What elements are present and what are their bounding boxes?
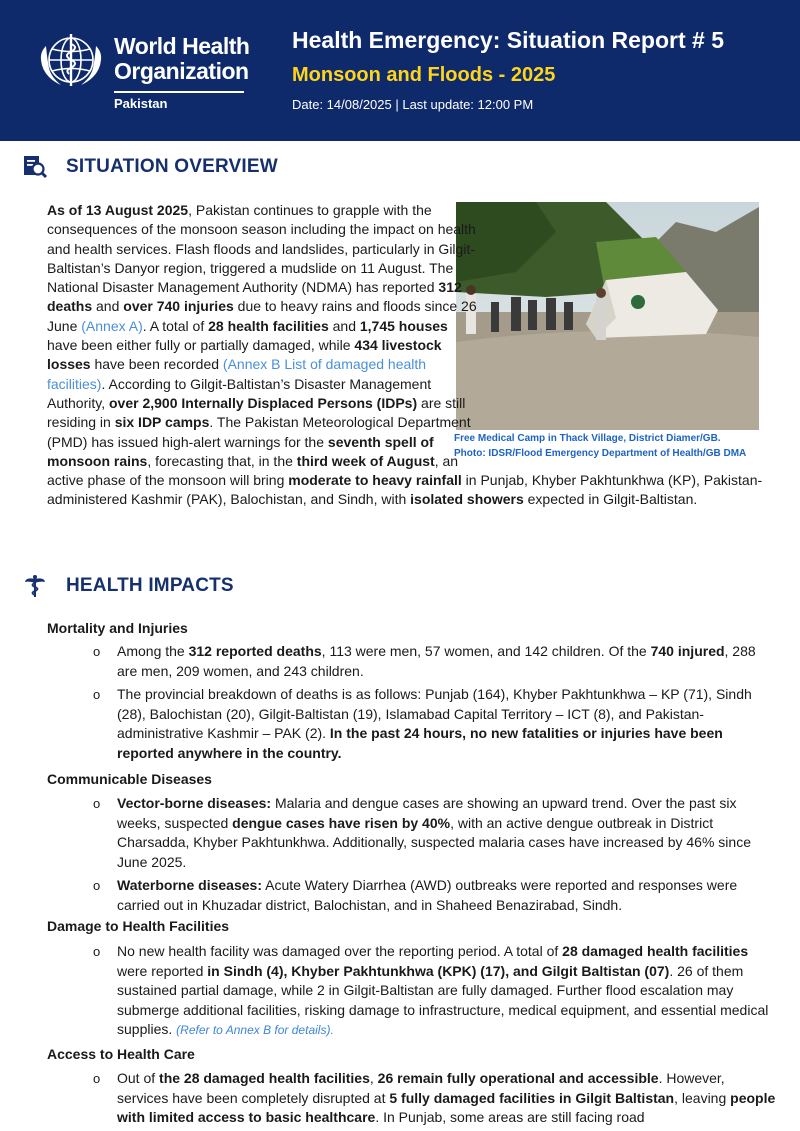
bullet-text: . In Punjab, some areas are still facing road [375,1109,645,1125]
org-country: Pakistan [114,96,168,111]
bullet-bold: dengue cases have risen by 40% [232,814,451,831]
bullet-bold: Waterborne diseases: [117,877,262,893]
mortality-list [117,642,777,767]
overview-injuries: over 740 injuries [123,298,234,315]
list-item [117,1069,777,1128]
overview-title: SITUATION OVERVIEW [66,156,278,177]
overview-text: , an active phase of the monsoon will bring [47,452,459,489]
bullet-text: were reported [117,962,208,979]
org-name [114,34,249,84]
overview-text: and [92,298,124,315]
bullet-text: , 288 are men, 209 women, and 243 children. [117,643,756,679]
bullet-text: Acute Watery Diarrhea (AWD) outbreaks were reported and responses were carried out in Khuzadar district, Balochistan, and in Shaheed Benazirabad, Sindh. [117,877,738,913]
document-search-icon [22,154,48,180]
overview-third-week: third week of August [296,452,435,469]
overview-text: expected in Gilgit-Baltistan. [523,491,698,508]
overview-houses: 1,745 houses [359,317,448,334]
communicable-list [117,794,777,919]
bullet-bold: Vector-borne diseases: [117,795,272,811]
annex-b-link[interactable]: (Annex B List of damaged health facilities) [47,356,427,392]
overview-livestock: 434 livestock losses [47,337,442,373]
bullet-text: Among the [117,643,189,659]
report-date: Date: 14/08/2025 | Last update: 12:00 PM [292,97,534,112]
bullet-text: The provincial breakdown of deaths is as follows: Punjab (164), Khyber Pakhtunkhwa – KP (71), Sindh (28), Balochistan (20), Gilgit-Baltistan (19), Islamabad Capital Territory – ICT (8), and Pakistan-administrative Kashmir – PAK (2). [117,686,752,741]
damage-heading: Damage to Health Facilities [47,918,230,934]
overview-isolated-showers: isolated showers [410,491,524,508]
overview-text: are still residing in [47,394,466,431]
bullet-text: , leaving [674,1089,731,1106]
bullet-bold: 26 remain fully operational and accessible [377,1070,659,1086]
bullet-bold: In the past 24 hours, no new fatalities or injuries have been reported anywhere in the country. [117,725,723,761]
overview-rainfall: moderate to heavy rainfall [288,472,462,489]
list-item [117,794,777,872]
report-header [0,0,800,141]
overview-text: due to heavy rains and floods since 26 June [47,298,477,334]
overview-idps: over 2,900 Internally Displaced Persons (IDPs) [109,394,418,411]
overview-text: . The Pakistan Meteorological Department (PMD) has issued high-alert warnings for the [47,414,471,450]
bullet-bold: people with limited access to basic healthcare [117,1089,776,1125]
bullet-bold: the 28 damaged health facilities [159,1070,370,1086]
impacts-section-header [22,573,234,599]
annex-a-link[interactable]: (Annex A) [81,317,143,334]
overview-text: have been either fully or partially damaged, while [47,337,355,354]
list-item [117,942,777,1041]
access-list [117,1069,777,1131]
communicable-heading: Communicable Diseases [47,771,212,787]
bullet-text: Out of [117,1070,160,1086]
overview-deaths: 312 deaths [47,279,462,315]
overview-text: have been recorded [90,356,223,373]
bullet-bold: in Sindh (4), Khyber Pakhtunkhwa (KPK) (17), and Gilgit Baltistan (07) [207,962,670,979]
bullet-text: , with an active dengue outbreak in District Charsadda, Khyber Pakhtunkhwa. Additionally, suspected malaria cases have increased by 46% since June 2025. [117,814,751,870]
bullet-bold: 5 fully damaged facilities in Gilgit Baltistan [389,1089,675,1106]
caduceus-icon [22,573,48,599]
list-item [117,685,777,763]
bullet-text: , [369,1070,378,1086]
bullet-bold: 28 damaged health facilities [562,943,749,959]
org-name-line2: Organization [114,58,249,84]
overview-text: . According to Gilgit-Baltistan’s Disaster Management Authority, [47,375,432,411]
overview-idp-camps: six IDP camps [114,414,210,431]
bullet-text: No new health facility was damaged over the reporting period. A total of [117,943,563,959]
logo-divider [114,91,244,93]
bullet-text: . However, services have been completely disrupted at [117,1070,725,1106]
bullet-text: Malaria and dengue cases are showing an upward trend. Over the past six weeks, suspected [117,795,737,831]
org-name-line1: World Health [114,33,250,59]
overview-health-facilities: 28 health facilities [208,317,329,334]
overview-monsoon-spell: seventh spell of monsoon rains [47,433,434,469]
bullet-text: , 113 were men, 57 women, and 142 children. Of the [321,643,651,659]
who-emblem-icon [34,26,108,94]
overview-text: and [328,317,360,334]
overview-section-header [22,154,278,180]
report-subtitle: Monsoon and Floods - 2025 [292,64,556,86]
impacts-title: HEALTH IMPACTS [66,575,234,596]
overview-text: , forecasting that, in the [147,452,297,469]
bullet-text: . 26 of them sustained partial damage, while 2 in Gilgit-Baltistan are fully damaged. Further flood escalation may submerge additional facilities, risking damage to infrastructure, medical equipment, and essential medical supplies. [117,962,769,1037]
list-item [117,876,777,915]
annex-b-reference-link[interactable]: (Refer to Annex B for details). [176,1023,334,1037]
mortality-heading: Mortality and Injuries [47,620,188,636]
photo-caption-line1: Free Medical Camp in Thack Village, District Diamer/GB. [454,433,721,444]
access-heading: Access to Health Care [47,1046,195,1062]
overview-text: , Pakistan continues to grapple with the consequences of the monsoon season including the impact on health and health services. Flash floods and landslides, particularly in Gilgit-Baltistan’s Danyor region, triggered a mudslide on 11 August. The National Disaster Management Authority (NDMA) has reported [47,202,476,296]
photo-float-spacer [478,201,772,465]
overview-text: in Punjab, Khyber Pakhtunkhwa (KP), Pakistan-administered Kashmir (PAK), Balochistan, and Sindh, with [47,472,763,508]
bullet-bold: 740 injured [650,643,725,659]
report-title: Health Emergency: Situation Report # 5 [292,27,724,53]
overview-date: As of 13 August 2025 [47,202,189,218]
photo-caption-line2: Photo: IDSR/Flood Emergency Department of Health/GB DMA [454,448,747,459]
bullet-bold: 312 reported deaths [188,643,322,659]
list-item [117,642,777,681]
damage-list [117,942,777,1045]
overview-paragraph [47,201,772,510]
overview-text: . A total of [142,317,209,334]
